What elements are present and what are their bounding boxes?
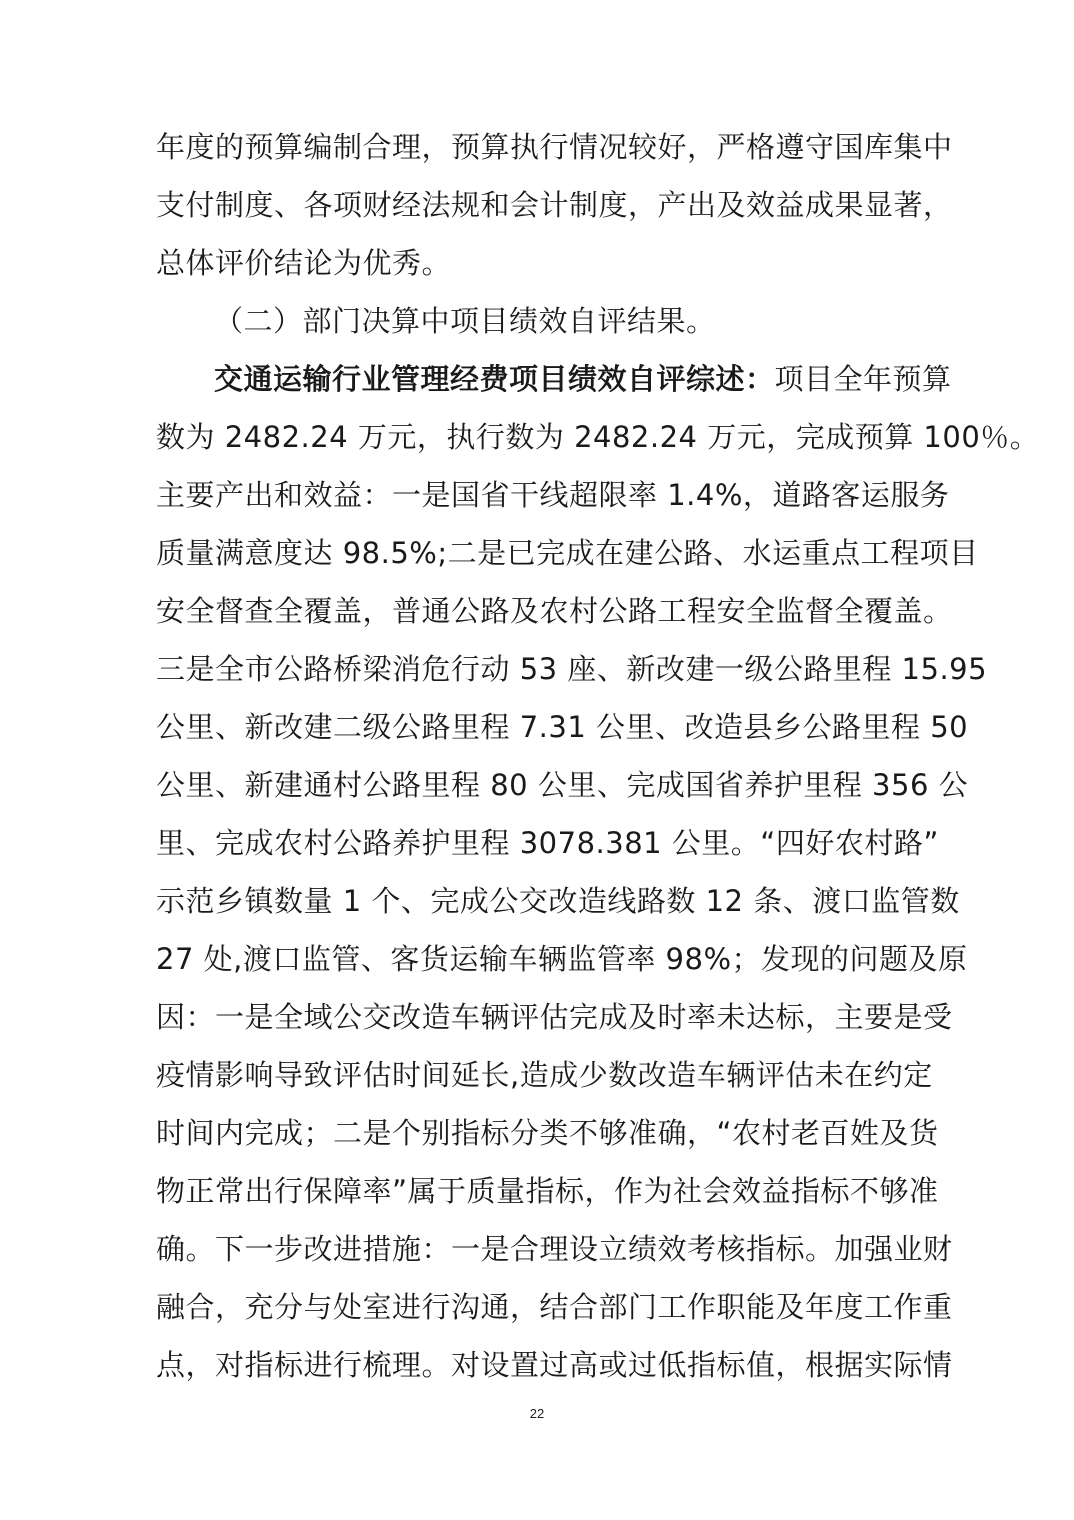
text-line-13: 里、完成农村公路养护里程 3078.381 公里。“四好农村路” xyxy=(156,826,939,860)
text-line-18: 时间内完成；二是个别指标分类不够准确，“农村老百姓及货 xyxy=(156,1116,939,1150)
text-line-22: 点，对指标进行梳理。对设置过高或过低指标值，根据实际情 xyxy=(156,1348,953,1382)
paragraph-intro-line xyxy=(156,350,952,408)
text-line-17: 疫情影响导致评估时间延长,造成少数改造车辆评估未在约定 xyxy=(156,1058,933,1092)
page-number: 22 xyxy=(529,1406,545,1421)
text-line-9: 安全督查全覆盖，普通公路及农村公路工程安全监督全覆盖。 xyxy=(156,594,953,628)
text-line-16: 因：一是全域公交改造车辆评估完成及时率未达标，主要是受 xyxy=(156,1000,953,1034)
document-body xyxy=(156,118,1040,1394)
text-line-19: 物正常出行保障率”属于质量指标，作为社会效益指标不够准 xyxy=(156,1174,939,1208)
text-line-21: 融合，充分与处室进行沟通，结合部门工作职能及年度工作重 xyxy=(156,1290,953,1324)
text-line-15: 27 处,渡口监管、客货运输车辆监管率 98%；发现的问题及原 xyxy=(156,942,968,976)
text-line-3: 总体评价结论为优秀。 xyxy=(156,246,452,280)
text-line-14: 示范乡镇数量 1 个、完成公交改造线路数 12 条、渡口监管数 xyxy=(156,884,960,918)
text-line-2: 支付制度、各项财经法规和会计制度，产出及效益成果显著， xyxy=(156,188,953,222)
text-line-10: 三是全市公路桥梁消危行动 53 座、新改建一级公路里程 15.95 xyxy=(156,652,988,686)
text-line-1: 年度的预算编制合理，预算执行情况较好，严格遵守国库集中 xyxy=(156,130,953,164)
bold-heading: 交通运输行业管理经费项目绩效自评综述： xyxy=(214,362,775,396)
section-heading: （二）部门决算中项目绩效自评结果。 xyxy=(214,304,716,338)
text-line-11: 公里、新改建二级公路里程 7.31 公里、改造县乡公路里程 50 xyxy=(156,710,969,744)
text-line-20: 确。下一步改进措施：一是合理设立绩效考核指标。加强业财 xyxy=(156,1232,953,1266)
text-line-12: 公里、新建通村公路里程 80 公里、完成国省养护里程 356 公 xyxy=(156,768,969,802)
text-line-8: 质量满意度达 98.5%;二是已完成在建公路、水运重点工程项目 xyxy=(156,536,979,570)
text-line-7: 主要产出和效益：一是国省干线超限率 1.4%，道路客运服务 xyxy=(156,478,950,512)
text-line-5: 项目全年预算 xyxy=(774,362,952,396)
text-line-6: 数为 2482.24 万元，执行数为 2482.24 万元，完成预算 100％。 xyxy=(156,420,1040,454)
